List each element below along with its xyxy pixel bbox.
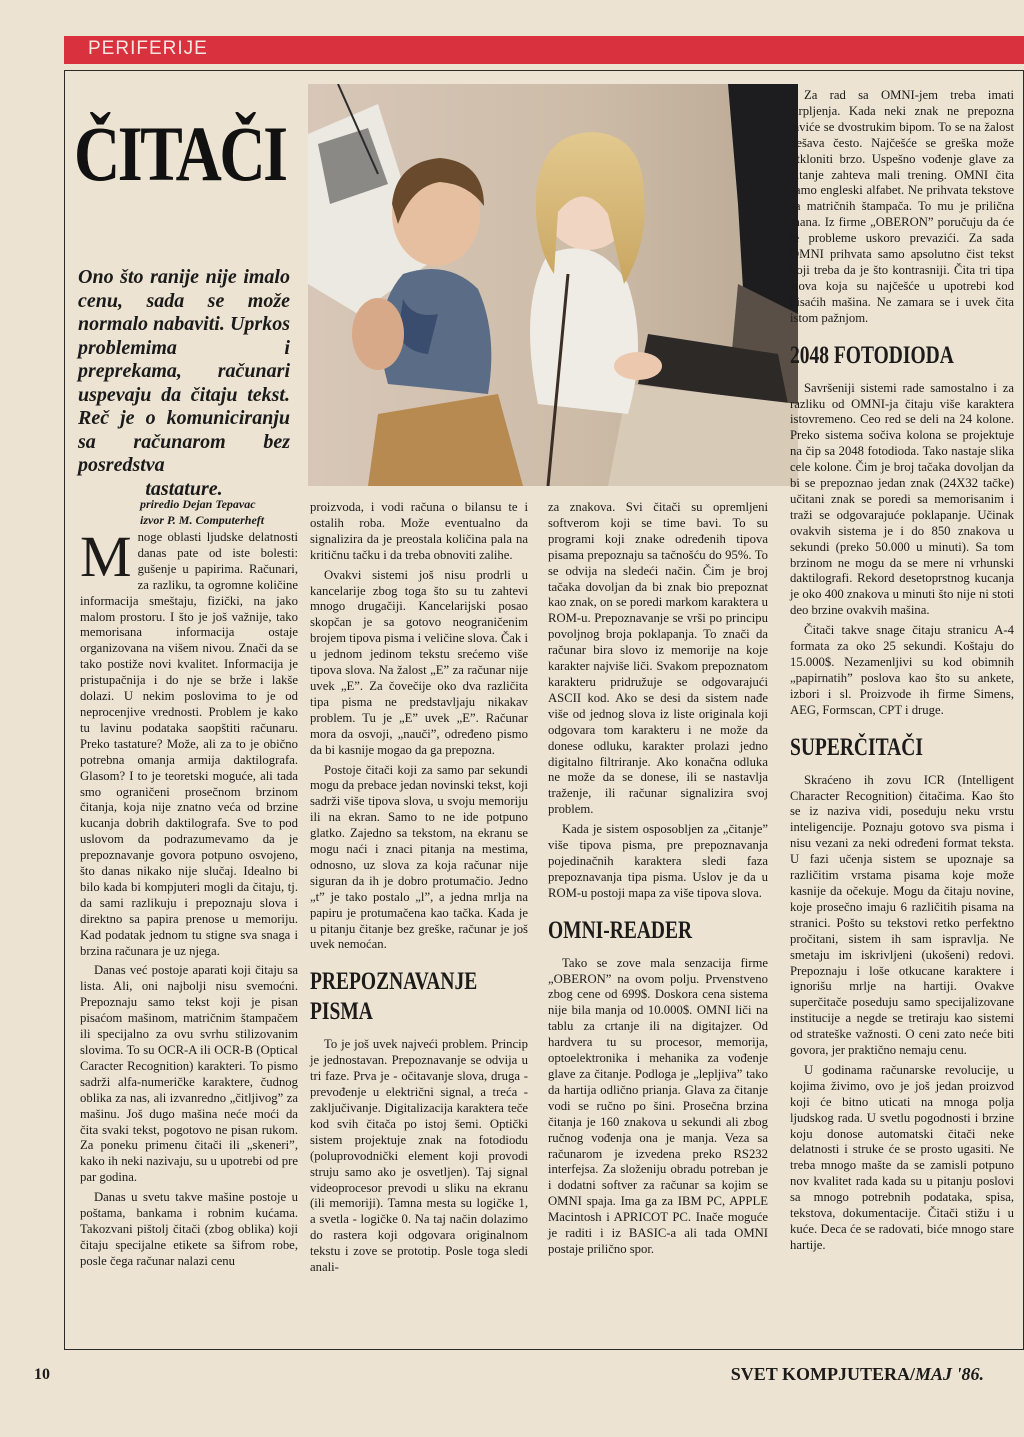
paragraph: U godinama računarske revolucije, u kojima živimo, ovo je još jedan proizvod koji će bitno uticati na mnoga polja ljudskog rada. U svetlu pogodnosti i brzine koju donose automatski čitači neke delatnosti i struke će se prosto ugasiti. Ne treba mnogo mašte da se zamisli potpuno nov kvalitet rada kada su u pitanju poslovi sa mnogo potrebnih podataka, spisa, tekstova, dokumentacije. Čitači stižu i u kuće. Deca će se radovati, biće mnogo stare hartije. [790,1062,1014,1252]
paragraph-text: noge oblasti ljudske delatnosti danas pate od iste bolesti: gušenje u papirima. Računari, za razliku, ta ogromne količine informacija smeštaju, fizički, na jako malom prostoru. I što je još važnije, tako memorisana informacija ostaje organizovana na višem nivou. Znači da se tako postiže novi kvalitet. Informacija je pristupačnija i do nje se brže i lakše dolazi. U nekim poslovima to je od neprocenjive vrednosti. Problem je kako tu lavinu podataka saopštiti računaru. Preko tastature? Može, ali za to je obično potrebna omanja armija daktilografa. Glasom? I to je teoretski moguće, ali tada smo ograničeni prosečnom brzinom čitanja, koja nije znatno veća od brzine kucanja dobrih daktilografa. Sve to pod uslovom da podrazumevamo da je prepoznavanje govora potpuno osvojeno, što danas nikako nije slučaj. Idealno bi bilo kada bi kompjuteri mogli da čitaju, tj. da sami razlikuju i prepoznaju slova i direktno sa papira prenose u memoriju. Kad podatak jednom tu stigne sva snaga i brzina računara je uz njega. [80,530,298,958]
paragraph: Danas u svetu takve mašine postoje u poštama, bankama i robnim kućama. Takozvani pištolj čitači (zbog oblika) koji čitaju specijalne etikete sa šifrom robe, posle čega računar nalazi cenu [80,1190,298,1268]
source-credit: izvor P. M. Computerheft [140,513,265,527]
paragraph: Danas već postoje aparati koji čitaju sa lista. Ali, oni najbolji nisu svemoćni. Prepoznaju samo tekst koji je pisan pisaćom mašinom, matričnim štampačem ili specijalno za ovu svrhu stilizovanim slovima. To su OCR-A ili OCR-B (Optical Caracter Recognition) karakteri. To pismo sadrži alfa-numeričke karaktere, čudnog oblika za nas, ali izvanredno „čitljivog” za mašinu. Još dugo mašina neće moći da čita svaki tekst, pogotovo ne pisan rukom. Za poneku primenu čitači ili „skeneri”, kako ih neki nazivaju, su u upotrebi od pre par godina. [80,963,298,1185]
magazine-name: SVET KOMPJUTERA/ [730,1364,915,1384]
paragraph: Kada je sistem osposobljen za „čitanje” više tipova pisma, pre prepoznavanja pojedinačnih karaktera sledi faza prepoznavanja tipa pisma. Uslov je da u ROM-u postoji mapa za više tipova slova. [548,822,768,900]
paragraph: Savršeniji sistemi rade samostalno i za razliku od OMNI-ja čitaju više karaktera istovremeno. Ceo red se deli na 24 kolone. Preko sistema sočiva kolona se projektuje na čip sa 2048 fotodioda. Tako nastaje slika cele kolone. Čim je broj tačaka dovoljan da bi se prepoznao jedan znak (24X32 tačke) učitani znak se poredi sa memorisanim i traži se odgovarajuće poklapanje. Učinak ovakvih sistema je i do 850 znakova u sekundi (preko 50.000 u minuti). Sa tom brzinom ne mogu da se mere ni vrhunski daktilografi. Rekord desetoprstnog kucanja je oko 400 znakova u minuti što nije ni stoti deo brzine ovakvih mašina. [790,380,1014,618]
paragraph: Za rad sa OMNI-jem treba imati strpljenja. Kada neki znak ne prepozna javiće se dvostrukim bipom. To se na žalost dešava često. Najčešće se greška može otkloniti brzo. Uspešno vođenje glave za čitanje zahteva mali trening. OMNI čita samo engleski alfabet. Ne prihvata tekstove sa matričnih štampača. To mu je prilična mana. Iz firme „OBERON” poručuju da će te probleme uskoro prevazići. Za sada OMNI prihvata samo apsolutno čist tekst koji treba da je što kontrasniji. Čita tri tipa slova koja su najčešće u upotrebi kod pisaćih mašina. Ne zamara se i uvek čita istom pažnjom. [790,88,1014,325]
subheading: 2048 FOTODIODA [790,341,954,369]
subheading: OMNI-READER [548,916,693,944]
children-reading-photo [308,84,798,486]
column-2 [310,500,528,1280]
magazine-footer [731,1364,984,1385]
article-lede [78,266,290,501]
author-credit: priredio Dejan Tepavac [140,497,256,511]
paragraph [80,524,298,959]
paragraph: za znakova. Svi čitači su opremljeni softverom koji se time bavi. To su programi koji znake određenih tipova pisama prepoznaju sa tačnošću do 95%. To se odvija na sledeći način. Čim je broj tačaka dovoljan da bi znak bio prepoznat kao znak, on se poredi markom karaktera u ROM-u. Prepoznavanje se vrši po principu povoljnog broja poklapanja. To znači da računar bira slovo iz memorije na koje karakter najviše liči. Svakom prepoznatom karakteru pridružuje se odgovarajući ASCII kod. Ako se desi da sistem nađe više od jednog slova iz liste originala koji odgovara tom karakteru i ne može da donese odluku, karakter prolazi jedno digitalno filtriranje. Ako konačna odluka ne može da se donese, ili se nastavlja traženje, ili računar signalizira svoj problem. [548,500,768,817]
paragraph: Ovakvi sistemi još nisu prodrli u kancelarije zbog toga što su tu zahtevi mnogo drugačiji. Kancelarijski posao skopčan je sa gotovo neograničenim brojem tipova pisma i veličine slova. Čak i u jednom jedinom tekstu srećemo više tipova slova. Na žalost „E” za računar nije uvek „E”. Za čovečije oko dva različita tipa pisma ne predstavljaju nikakav problem. Tu je „E” uvek „E”. Računar mora da osvoji, „nauči”, određeno pismo da bi kasnije mogao da ga prepozna. [310,567,528,757]
article-credits [140,496,300,528]
subheading: SUPERČITAČI [790,733,923,761]
page-number: 10 [34,1366,50,1383]
paragraph: Postoje čitači koji za samo par sekundi mogu da prebace jedan novinski tekst, koji sadrži više tipova slova, u svoju memoriju ili na ekran. Samo to ne ide potpuno glatko. Zajedno sa tekstom, na ekranu se mogu naći i znaci pitanja na mestima, odnosno, uz slova za koja računar nije siguran da ih je dobro protumačio. Jedno „t” je tako postalo „l”, a jedna mrlja na papiru je protumačena kao tačka. Kada je u pitanju čitanje bez greške, računar je još uvek nemoćan. [310,762,528,952]
paragraph: Tako se zove mala senzacija firme „OBERON” na ovom polju. Prvenstveno zbog cene od 699$. Doskora cena sistema nije bila manja od 10.000$. OMNI liči na tablu za crtanje ili na digitajzer. Od hardvera tu su procesor, memorija, optoelektronika i mehanika za vođenje glave za čitanje. Podloga je „lepljiva” tako da hartija odlično prianja. Glava za čitanje vodi se ručno po šini. Prosečna brzina čitanja je 160 znakova u sekundi ali zbog ručnog vođenja ona je manja. Veza sa računarom je izvedena preko RS232 interfejsa. Za složeniju obradu potreban je i dodatni softver za računar sa kojim se OMNI spaja. Ima ga za IBM PC, APPLE Macintosh i APRICOT PC. Inače moguće je raditi i iz BASIC-a ali tada OMNI postaje prilično spor. [548,955,768,1256]
paragraph: To je još uvek najveći problem. Princip je jednostavan. Prepoznavanje se odvija u tri faze. Prva je - očitavanje slova, druga - prevođenje u električni signal, a treća - zaključivanje. Digitalizacija karaktera teče kod svih čitača po istoj šemi. Optički sistem projektuje znak na fotodiodu (poluprovodnički element koji provodi struju samo ako je osvetljen). Taj signal videoprocesor prevodi u sliku na ekranu (ili memoriji). Tamna mesta su logičke 1, a svetla - logičke 0. Na taj način dolazimo do rastera koji odgovara originalnom tekstu i zove se prototip. Posle toga sledi anali- [310,1037,528,1275]
article-title: ČITAČI [74,110,286,197]
section-label: PERIFERIJE [88,38,208,59]
lede-text: Ono što ranije nije imalo cenu, sada se može normalo nabaviti. Uprkos problemima i preprekama, računari uspevaju da čitaju tekst. Reč je o komuniciranju sa računarom bez posredstva [78,266,290,476]
column-4 [790,88,1014,1258]
column-3 [548,500,768,1262]
lede-last-line: tastature. [145,477,223,500]
column-1 [80,524,298,1274]
section-bar [64,36,1024,64]
paragraph: Skraćeno ih zovu ICR (Intelligent Character Recognition) čitačima. Kao što se iz naziva vidi, poseduju neku vrstu inteligencije. Poznaju gotovo sva pisma i nisu vezani za neki određeni format teksta. U fazi učenja sistem se upoznaje sa različitim vrstama pisama koje može kasnije da očekuje. Mogu da čitaju novine, koje prosečno imaju 6 različitih pisama na stranici. Pošto su tekstovi retko perfektno pročitani, sistem ih sam ispravlja. Ne smetaju im iskrivljeni (ukošeni) redovi. Prepoznaju i loše otkucane karaktere i ignorišu mrlje na hartiji. Ovakve superčitače poseduju samo specijalizovane institucije a negde se tretiraju kao sistemi od strateške važnosti. O ceni zato neće biti govora, jer praktično nemaju cenu. [790,772,1014,1058]
subheading: PREPOZNAVANJE PISMA [310,968,478,1026]
drop-cap: M [80,524,132,589]
paragraph: Čitači takve snage čitaju stranicu A-4 formata za oko 25 sekundi. Koštaju do 15.000$. Nezamenljivi su kod obimnih „papirnatih” poslova kao što su ankete, izbori i sl. Proizvode ih firme Simens, AEG, Formscan, CPT i druge. [790,623,1014,717]
paragraph: proizvoda, i vodi računa o bilansu te i ostalih roba. Može eventualno da signalizira da je preostala količina pala na kritičnu tačku i da treba obnoviti zalihe. [310,500,528,562]
issue-date: MAJ '86. [914,1364,984,1384]
